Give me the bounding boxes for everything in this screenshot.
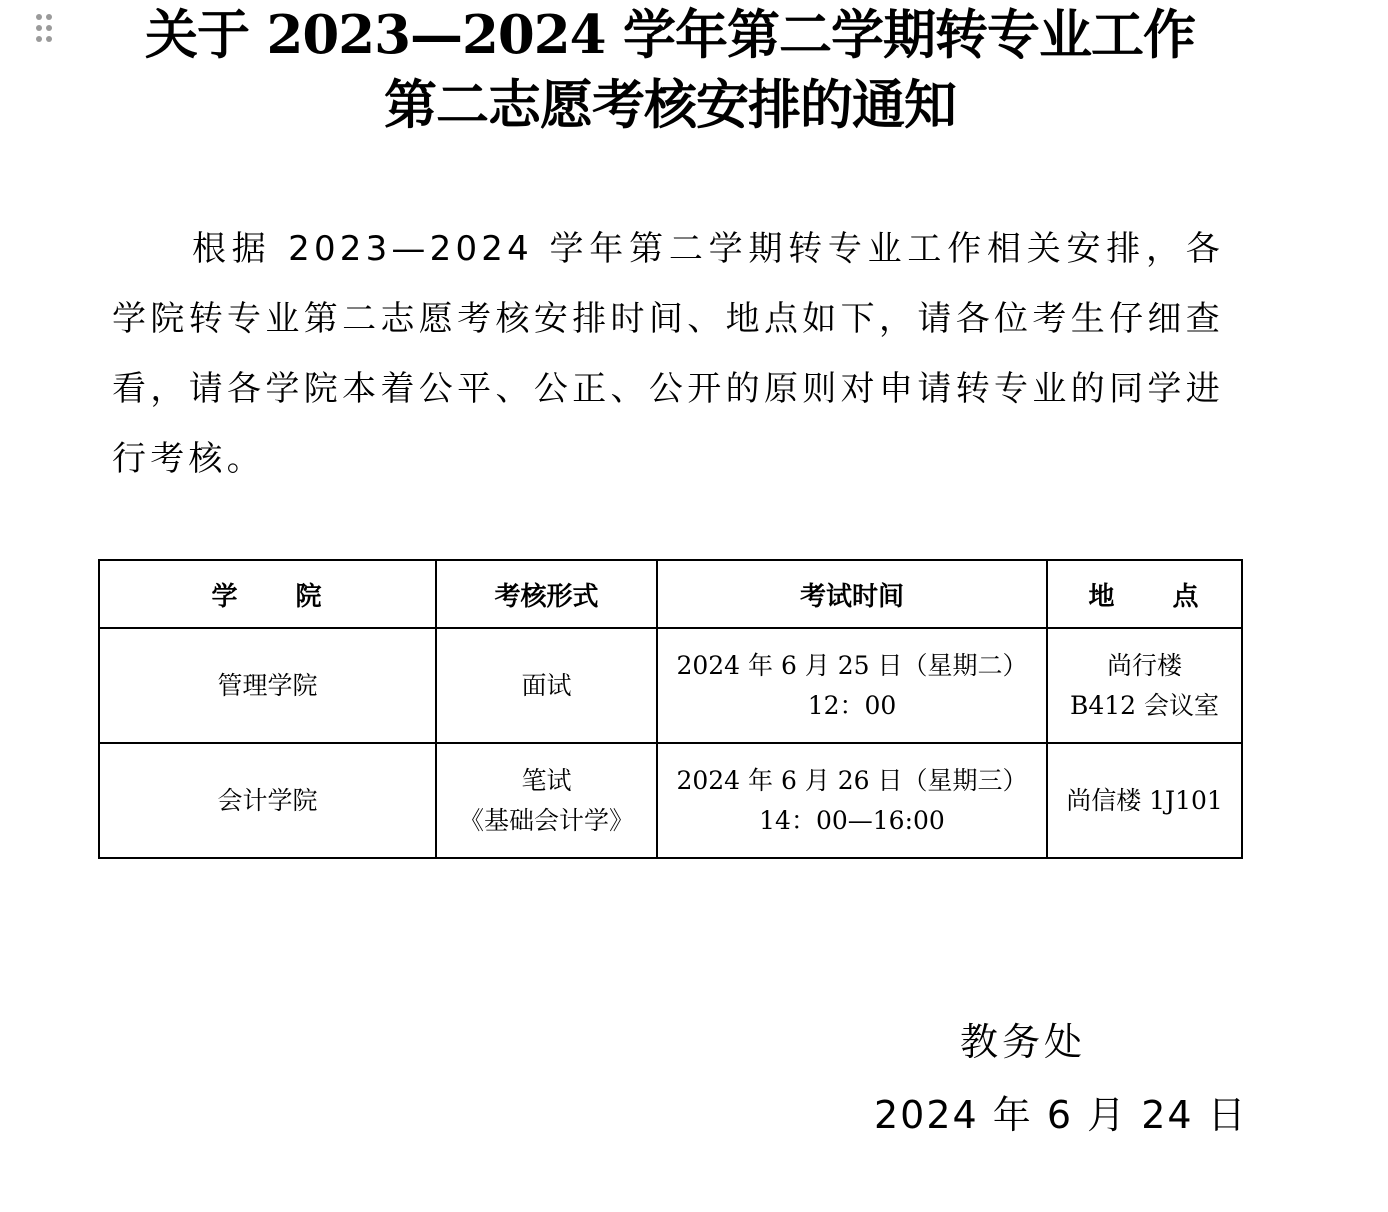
issuing-office: 教务处	[960, 1020, 1087, 1064]
header-exam-time: 考试时间	[657, 560, 1047, 628]
cell-college: 管理学院	[99, 628, 436, 743]
cell-college: 会计学院	[99, 743, 436, 858]
cell-location	[1047, 743, 1242, 858]
header-location: 地 点	[1047, 560, 1242, 628]
cell-exam-time	[657, 743, 1047, 858]
header-college: 学 院	[99, 560, 436, 628]
table-row	[99, 743, 1242, 858]
cell-exam-time	[657, 628, 1047, 743]
issue-date: 2024 年 6 月 24 日	[874, 1093, 1248, 1137]
document-title	[0, 0, 1340, 140]
cell-location	[1047, 628, 1242, 743]
cell-line: B412 会议室	[1069, 690, 1220, 720]
cell-line: 面试	[521, 670, 572, 700]
table-header-row	[99, 560, 1242, 628]
cell-line: 《基础会计学》	[458, 805, 634, 835]
table-row	[99, 628, 1242, 743]
cell-line: 尚信楼 1J101	[1066, 785, 1223, 815]
cell-line: 2024 年 6 月 25 日（星期二）	[676, 650, 1028, 680]
cell-line: 尚行楼	[1106, 650, 1182, 680]
header-assessment-form: 考核形式	[436, 560, 657, 628]
cell-line: 14：00—16:00	[759, 805, 945, 835]
cell-assessment-form	[436, 743, 657, 858]
title-line-2: 第二志愿考核安排的通知	[384, 74, 956, 136]
cell-line: 2024 年 6 月 26 日（星期三）	[676, 765, 1028, 795]
cell-line: 笔试	[521, 765, 572, 795]
exam-schedule-table	[98, 559, 1243, 859]
cell-assessment-form	[436, 628, 657, 743]
cell-line: 12：00	[807, 690, 897, 720]
notice-body-paragraph: 根据 2023—2024 学年第二学期转专业工作相关安排，各学院转专业第二志愿考核安排时间、地点如下，请各位考生仔细查看，请各学院本着公平、公正、公开的原则对申请转专业的同学进行考核。	[112, 229, 1224, 479]
title-line-1: 关于 2023—2024 学年第二学期转专业工作	[145, 4, 1195, 66]
